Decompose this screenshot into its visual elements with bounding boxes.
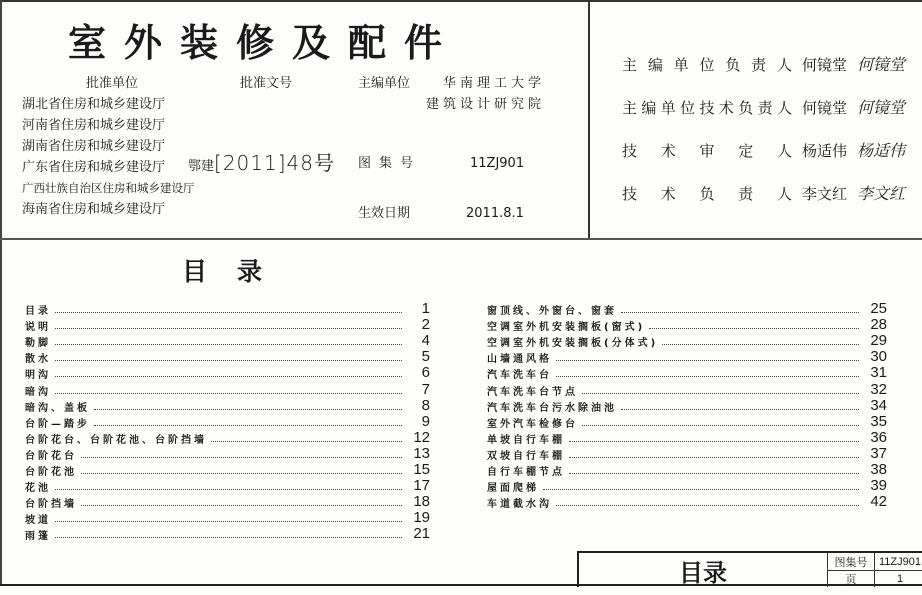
toc-entry-title: 窗顶线、外窗台、窗套 [487,306,617,318]
toc-entry-page: 31 [870,364,887,382]
leader-dots [621,312,859,313]
toc-entry-page: 6 [421,364,430,382]
toc-entry[interactable] [487,430,887,446]
title-block [577,551,922,587]
toc-entry-title: 坡道 [25,515,51,527]
approval-no [188,153,335,177]
toc-entry-page: 34 [870,396,887,414]
toc-entry[interactable] [487,478,887,494]
toc-entry-title: 明沟 [25,370,51,382]
toc-entry[interactable] [25,526,430,542]
toc-entry-page: 39 [870,477,887,495]
approval-unit: 广西壮族自治区住房和城乡建设厅 [22,181,195,195]
leader-dots [55,537,402,538]
leader-dots [556,376,859,377]
toc-entry-title: 台阶挡墙 [25,499,77,511]
toc-entry-page: 4 [421,332,430,350]
editor-value [426,73,545,115]
toc-entry-page: 32 [870,380,887,398]
toc-entry[interactable] [487,462,887,478]
left-border [0,0,2,585]
toc-entry-page: 17 [413,477,430,495]
responsible-role: 主编单位技术负责人 [622,99,792,117]
toc-entry-title: 暗沟、盖板 [25,402,90,414]
toc-entry[interactable] [25,446,430,462]
toc-entry-page: 8 [421,396,430,414]
toc-entry[interactable] [25,494,430,510]
toc-entry[interactable] [487,317,887,333]
toc-entry-title: 台阶—踏步 [25,418,90,430]
toc-entry[interactable] [487,381,887,397]
leader-dots [81,505,402,506]
toc-entry-page: 30 [870,348,887,366]
leader-dots [81,457,402,458]
responsible-role: 主编单位负责人 [622,56,792,74]
leader-dots [94,409,402,410]
toc-entry-page: 28 [870,316,887,334]
toc-entry[interactable] [25,398,430,414]
toc-entry-page: 42 [870,493,887,511]
responsible-row [622,52,905,75]
responsible-role: 技术负责人 [622,185,792,203]
toc-entry[interactable] [487,446,887,462]
leader-dots [569,441,859,442]
leader-dots [582,393,859,394]
atlas-no-value: 11ZJ901 [470,156,525,171]
approval-no-prefix: 鄂建 [188,159,215,174]
page-label-cell: 页 [828,571,875,587]
leader-dots [649,328,859,329]
toc-title: 目录 [182,257,293,286]
toc-entry-page: 5 [421,348,430,366]
toc-entry[interactable] [25,414,430,430]
approval-no-label: 批准文号 [240,76,293,91]
toc-entry-title: 室外汽车检修台 [487,418,578,430]
toc-entry-page: 15 [413,461,430,479]
approval-unit: 湖北省住房和城乡建设厅 [22,97,166,112]
toc-entry-title: 台阶花台 [25,450,77,462]
toc-entry-page: 38 [870,461,887,479]
toc-entry[interactable] [25,317,430,333]
toc-entry-title: 汽车洗车台污水除油池 [487,402,617,414]
signature: 杨适伟 [857,141,906,160]
signature: 何镜堂 [857,55,906,74]
toc-entry-page: 13 [413,444,430,462]
toc-entry[interactable] [25,301,430,317]
atlas-no-label: 图集号 [358,156,422,171]
editor-value-line2: 建筑设计研究院 [426,97,546,112]
leader-dots [55,521,402,522]
signature: 李文红 [857,184,906,203]
toc-entry-title: 勒脚 [25,338,51,350]
toc-entry[interactable] [25,478,430,494]
approval-unit: 湖南省住房和城乡建设厅 [22,139,166,154]
toc-entry-page: 29 [870,332,887,350]
leader-dots [55,312,402,313]
page-value-cell: 1 [896,573,904,585]
toc-entry-page: 7 [421,380,430,398]
toc-entry-page: 18 [413,493,430,511]
leader-dots [55,328,402,329]
leader-dots [211,441,402,442]
approval-no-year: [2011] [214,151,287,175]
toc-entry-page: 21 [413,525,430,543]
toc-entry-title: 屋面爬梯 [487,483,539,495]
responsible-row [622,181,905,204]
leader-dots [556,505,859,506]
toc-entry-title: 散水 [25,354,51,366]
toc-entry-page: 9 [421,412,430,430]
toc-entry[interactable] [25,333,430,349]
responsible-name: 何镜堂 [802,56,848,74]
toc-entry[interactable] [487,494,887,510]
leader-dots [55,489,402,490]
toc-entry[interactable] [25,365,430,381]
toc-entry[interactable] [487,301,887,317]
toc-entry-title: 暗沟 [25,386,51,398]
responsible-name: 李文红 [802,185,848,203]
toc-entry-title: 车道截水沟 [487,499,552,511]
leader-dots [55,360,402,361]
toc-entry-title: 空调室外机安装搁板(窗式) [487,322,646,334]
main-title: 室外装修及配件 [68,21,461,65]
toc-entry-title: 汽车洗车台节点 [487,386,578,398]
toc-entry-title: 目录 [25,306,51,318]
toc-entry-page: 12 [413,428,430,446]
toc-entry-page: 37 [870,444,887,462]
toc-entry[interactable] [487,349,887,365]
title-block-title: 目录 [679,558,727,587]
top-border [0,0,922,2]
signature: 何镜堂 [857,98,906,117]
atlas-label-cell: 图集号 [828,553,875,571]
title-block-grid [827,553,922,587]
toc-entry[interactable] [487,333,887,349]
toc-entry-page: 25 [870,300,887,318]
approval-unit: 海南省住房和城乡建设厅 [22,202,166,217]
leader-dots [81,473,402,474]
toc-entry-page: 35 [870,412,887,430]
leader-dots [543,489,859,490]
approval-unit: 河南省住房和城乡建设厅 [22,118,166,133]
leader-dots [94,425,402,426]
leader-dots [662,344,859,345]
toc-entry[interactable] [25,462,430,478]
toc-left-column [25,301,430,542]
effective-date-label: 生效日期 [358,206,411,221]
approval-no-suffix: 48号 [286,151,335,175]
toc-entry[interactable] [487,365,887,381]
toc-entry-title: 说明 [25,322,51,334]
toc-entry[interactable] [487,414,887,430]
header-divider [588,0,590,240]
responsible-name: 何镜堂 [802,99,848,117]
toc-entry-title: 汽车洗车台 [487,370,552,382]
toc-entry-page: 36 [870,428,887,446]
responsible-row [622,95,905,118]
header-bottom-border [0,238,922,240]
toc-entry-title: 台阶花台、台阶花池、台阶挡墙 [25,434,207,446]
responsible-role: 技术审定人 [622,142,792,160]
effective-date-value: 2011.8.1 [466,206,524,221]
toc-entry-page: 1 [421,300,430,318]
toc-entry-title: 雨篷 [25,531,51,543]
editor-value-line1: 华南理工大学 [443,76,546,91]
toc-entry-title: 自行车棚节点 [487,467,565,479]
approval-units-label: 批准单位 [85,76,138,91]
leader-dots [582,425,859,426]
toc-entry-title: 花池 [25,483,51,495]
toc-right-column [487,301,887,510]
toc-entry[interactable] [25,430,430,446]
toc-entry-title: 单坡自行车棚 [487,434,565,446]
approval-unit: 广东省住房和城乡建设厅 [22,160,166,175]
leader-dots [569,473,859,474]
leader-dots [621,409,859,410]
toc-entry-title: 空调室外机安装搁板(分体式) [487,338,659,350]
toc-entry-page: 19 [413,509,430,527]
toc-entry-title: 双坡自行车棚 [487,450,565,462]
toc-entry[interactable] [25,381,430,397]
approval-units [22,73,195,220]
responsible-row [622,138,905,161]
leader-dots [55,376,402,377]
leader-dots [55,344,402,345]
leader-dots [556,360,859,361]
leader-dots [55,393,402,394]
editor-label: 主编单位 [358,76,411,91]
toc-entry-page: 2 [421,316,430,334]
responsible-name: 杨适伟 [802,142,848,160]
toc-entry[interactable] [487,398,887,414]
atlas-value-cell: 11ZJ901 [875,553,922,571]
toc-entry-title: 山墙通风格 [487,354,552,366]
toc-entry[interactable] [25,510,430,526]
toc-entry[interactable] [25,349,430,365]
leader-dots [569,457,859,458]
toc-entry-title: 台阶花池 [25,467,77,479]
